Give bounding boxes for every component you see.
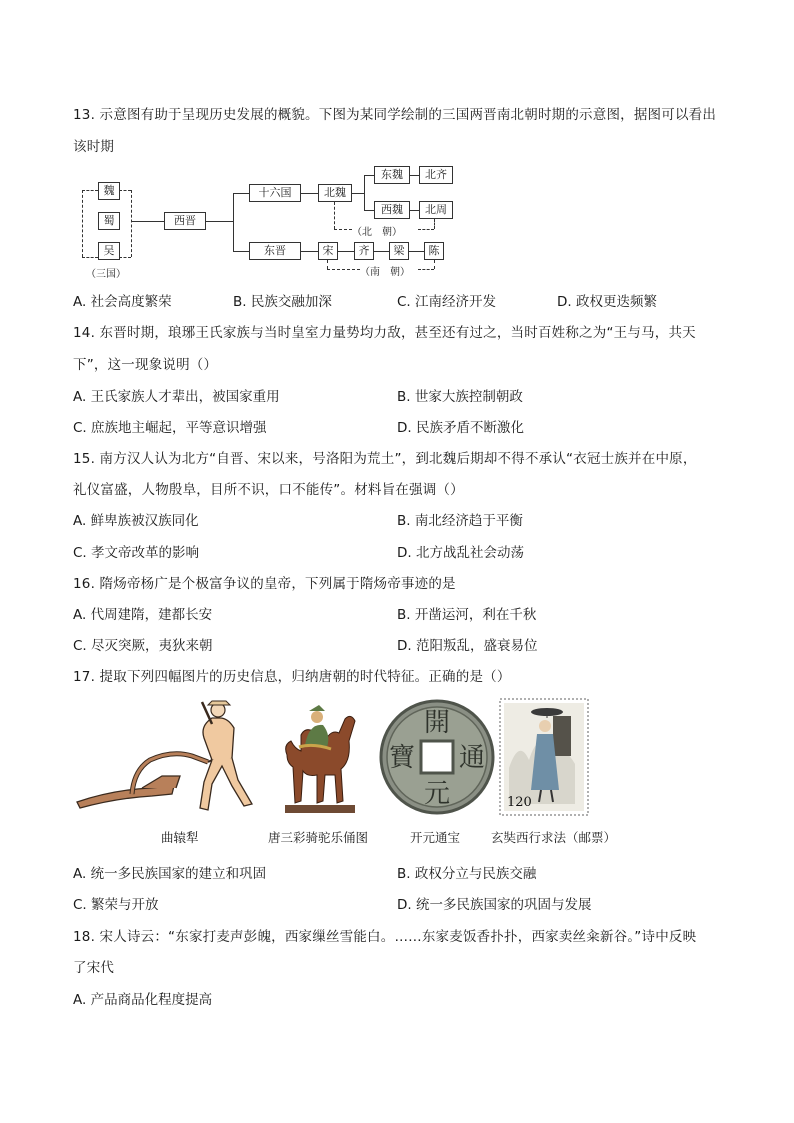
caption-coin: 开元通宝 bbox=[410, 830, 461, 845]
q16-option-b: B. 开凿运河，利在千秋 bbox=[397, 607, 537, 623]
q17-option-a: A. 统一多民族国家的建立和巩固 bbox=[73, 866, 267, 882]
nanchao-label: （南 朝） bbox=[360, 267, 410, 278]
coin-char-right: 通 bbox=[458, 743, 486, 773]
q14-option-a: A. 王氏家族人才辈出，被国家重用 bbox=[73, 389, 280, 405]
wu-box: 吴 bbox=[98, 242, 120, 260]
q14-option-c: C. 庶族地主崛起，平等意识增强 bbox=[73, 420, 267, 436]
shu-box: 蜀 bbox=[98, 212, 120, 230]
qi-box: 齐 bbox=[354, 242, 374, 260]
q14-option-b: B. 世家大族控制朝政 bbox=[397, 389, 523, 405]
q16-option-d: D. 范阳叛乱，盛衰易位 bbox=[397, 638, 538, 654]
kaiyuan-coin-image bbox=[378, 698, 496, 816]
dongjin-box: 东晋 bbox=[249, 242, 301, 260]
chen-box: 陈 bbox=[424, 242, 444, 260]
coin-char-top: 開 bbox=[423, 708, 451, 738]
caption-stamp: 玄奘西行求法（邮票） bbox=[491, 830, 617, 845]
q14-stem-line2: 下”，这一现象说明（） bbox=[73, 357, 218, 373]
q14-option-d: D. 民族矛盾不断激化 bbox=[397, 420, 524, 436]
q16-stem-line1: 16. 隋炀帝杨广是个极富争议的皇帝，下列属于隋炀帝事迹的是 bbox=[73, 576, 456, 592]
q13-option-b: B. 民族交融加深 bbox=[233, 294, 332, 310]
camel-rider-figurine-image bbox=[279, 705, 359, 817]
caption-plough: 曲辕犁 bbox=[161, 830, 199, 845]
coin-char-left: 寶 bbox=[388, 743, 416, 773]
q13-stem-line2: 该时期 bbox=[73, 139, 115, 155]
q18-stem-line2: 了宋代 bbox=[73, 960, 115, 976]
xuanzang-stamp-image bbox=[499, 698, 589, 816]
beiqi-box: 北齐 bbox=[419, 166, 453, 184]
caption-camel-figurine: 唐三彩骑驼乐俑图 bbox=[268, 830, 369, 845]
q13-option-a: A. 社会高度繁荣 bbox=[73, 294, 172, 310]
beizhou-box: 北周 bbox=[419, 201, 453, 219]
beichao-label: （北 朝） bbox=[352, 227, 402, 238]
q13-option-c: C. 江南经济开发 bbox=[397, 294, 497, 310]
q16-option-a: A. 代周建隋，建都长安 bbox=[73, 607, 213, 623]
xiwei-box: 西魏 bbox=[374, 201, 410, 219]
q18-stem-line1: 18. 宋人诗云：“东家打麦声彭魄，西家缫丝雪能白。……东家麦饭香扑扑，西家卖丝籴新谷。”诗中反映 bbox=[73, 929, 697, 945]
q13-stem-line1: 13. 示意图有助于呈现历史发展的概貌。下图为某同学绘制的三国两晋南北朝时期的示意图，据图可以看出 bbox=[73, 107, 717, 123]
q17-option-d: D. 统一多民族国家的巩固与发展 bbox=[397, 897, 592, 913]
q17-option-b: B. 政权分立与民族交融 bbox=[397, 866, 537, 882]
q18-option-a: A. 产品商品化程度提高 bbox=[73, 992, 213, 1008]
xijin-box: 西晋 bbox=[164, 212, 206, 230]
dongwei-box: 东魏 bbox=[374, 166, 410, 184]
q17-stem-line1: 17. 提取下列四幅图片的历史信息，归纳唐朝的时代特征。正确的是（） bbox=[73, 669, 511, 685]
q16-option-c: C. 尽灭突厥，夷狄来朝 bbox=[73, 638, 213, 654]
q15-stem-line2: 礼仪富盛，人物殷阜，目所不识，口不能传”。材料旨在强调（） bbox=[73, 482, 464, 498]
q13-option-d: D. 政权更迭频繁 bbox=[557, 294, 657, 310]
q14-stem-line1: 14. 东晋时期，琅琊王氏家族与当时皇室力量势均力敌，甚至还有过之，当时百姓称之为“王与马，共天 bbox=[73, 325, 696, 341]
beiwei-box: 北魏 bbox=[318, 184, 352, 202]
q17-option-c: C. 繁荣与开放 bbox=[73, 897, 159, 913]
liang-box: 梁 bbox=[389, 242, 409, 260]
shiliuguo-box: 十六国 bbox=[249, 184, 301, 202]
q15-option-c: C. 孝文帝改革的影响 bbox=[73, 545, 200, 561]
q15-stem-line1: 15. 南方汉人认为北方“自晋、宋以来，号洛阳为荒土”，到北魏后期却不得不承认“衣冠士族并在中原， bbox=[73, 451, 697, 467]
coin-char-bottom: 元 bbox=[423, 779, 451, 809]
sanguo-label: （三国） bbox=[86, 269, 126, 280]
song-box: 宋 bbox=[318, 242, 338, 260]
q15-option-a: A. 鲜卑族被汉族同化 bbox=[73, 513, 199, 529]
curved-plough-image bbox=[72, 698, 262, 816]
stamp-value: 120 bbox=[507, 795, 532, 810]
q15-option-b: B. 南北经济趋于平衡 bbox=[397, 513, 523, 529]
wei-box: 魏 bbox=[98, 182, 120, 200]
q15-option-d: D. 北方战乱社会动荡 bbox=[397, 545, 524, 561]
